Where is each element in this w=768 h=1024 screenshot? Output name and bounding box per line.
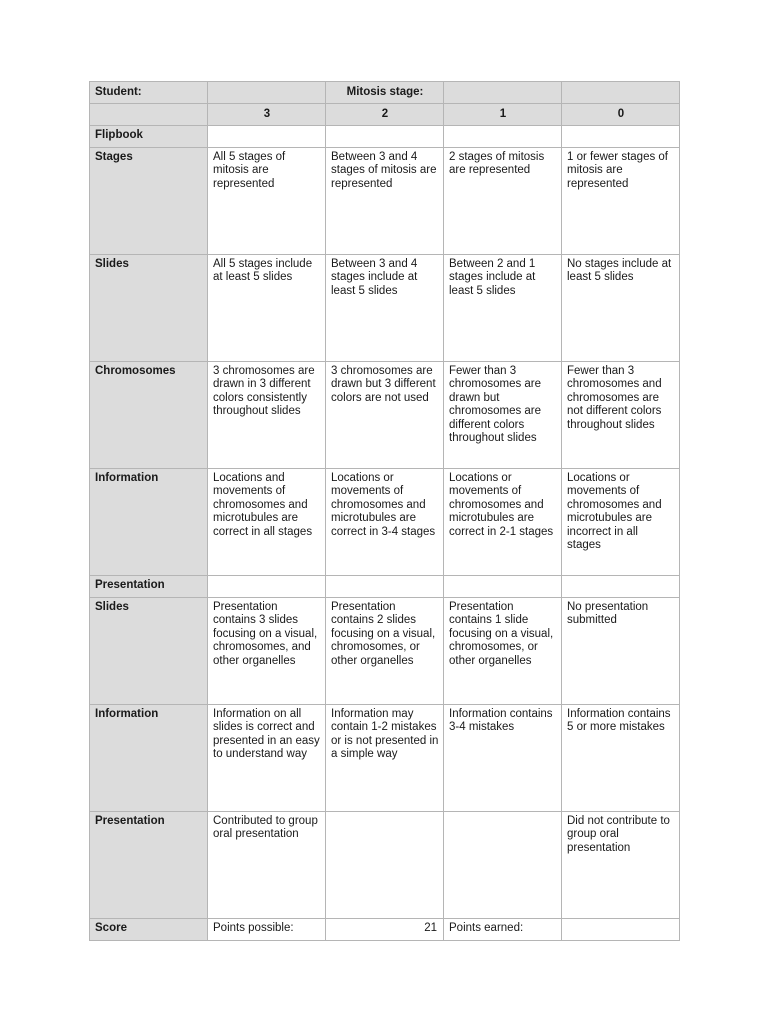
criteria-cell-0: Information contains 5 or more mistakes: [562, 705, 680, 812]
criteria-label: Slides: [90, 255, 208, 362]
points-earned-label: Points earned:: [444, 919, 562, 941]
criteria-cell-0: No stages include at least 5 slides: [562, 255, 680, 362]
section-blank-cell: [208, 576, 326, 598]
criteria-cell-2: Between 3 and 4 stages include at least 5 slides: [326, 255, 444, 362]
criteria-label: Presentation: [90, 812, 208, 919]
level-header-3: 3: [208, 104, 326, 126]
criteria-cell-3: All 5 stages include at least 5 slides: [208, 255, 326, 362]
criteria-label: Slides: [90, 598, 208, 705]
criteria-cell-1: 2 stages of mitosis are represented: [444, 148, 562, 255]
header-corner-cell: [90, 104, 208, 126]
criteria-label: Information: [90, 469, 208, 576]
criteria-cell-2: 3 chromosomes are drawn but 3 different colors are not used: [326, 362, 444, 469]
criteria-cell-1: Presentation contains 1 slide focusing on a visual, chromosomes, or other organelles: [444, 598, 562, 705]
header-row-levels: [90, 104, 680, 126]
criteria-row-information: [90, 469, 680, 576]
level-header-1: 1: [444, 104, 562, 126]
criteria-cell-1: Information contains 3-4 mistakes: [444, 705, 562, 812]
criteria-cell-2: Information may contain 1-2 mistakes or is not presented in a simple way: [326, 705, 444, 812]
section-blank-cell: [326, 576, 444, 598]
criteria-label: Chromosomes: [90, 362, 208, 469]
criteria-cell-2: Locations or movements of chromosomes and microtubules are correct in 3-4 stages: [326, 469, 444, 576]
criteria-cell-1: [444, 812, 562, 919]
level-header-0: 0: [562, 104, 680, 126]
mitosis-stage-label: Mitosis stage:: [326, 82, 444, 104]
criteria-cell-2: Presentation contains 2 slides focusing on a visual, chromosomes, or other organelles: [326, 598, 444, 705]
criteria-cell-0: Fewer than 3 chromosomes and chromosomes are not different colors throughout slides: [562, 362, 680, 469]
criteria-row-stages: [90, 148, 680, 255]
criteria-row-presentation-information: [90, 705, 680, 812]
criteria-cell-3: Locations and movements of chromosomes and microtubules are correct in all stages: [208, 469, 326, 576]
criteria-label: Stages: [90, 148, 208, 255]
criteria-cell-3: Contributed to group oral presentation: [208, 812, 326, 919]
header-row-student: [90, 82, 680, 104]
criteria-row-presentation-presentation: [90, 812, 680, 919]
section-row-flipbook: [90, 126, 680, 148]
points-possible-label: Points possible:: [208, 919, 326, 941]
section-blank-cell: [444, 576, 562, 598]
criteria-cell-0: Did not contribute to group oral presentation: [562, 812, 680, 919]
criteria-cell-3: Presentation contains 3 slides focusing on a visual, chromosomes, and other organelles: [208, 598, 326, 705]
section-label-presentation: Presentation: [90, 576, 208, 598]
criteria-cell-2: Between 3 and 4 stages of mitosis are represented: [326, 148, 444, 255]
section-row-presentation: [90, 576, 680, 598]
criteria-cell-1: Locations or movements of chromosomes and microtubules are correct in 2-1 stages: [444, 469, 562, 576]
score-row: [90, 919, 680, 941]
criteria-cell-3: 3 chromosomes are drawn in 3 different colors consistently throughout slides: [208, 362, 326, 469]
student-label: Student:: [90, 82, 208, 104]
section-blank-cell: [444, 126, 562, 148]
criteria-cell-1: Fewer than 3 chromosomes are drawn but chromosomes are different colors throughout slides: [444, 362, 562, 469]
rubric-table: [89, 81, 680, 941]
criteria-row-chromosomes: [90, 362, 680, 469]
section-blank-cell: [562, 576, 680, 598]
criteria-cell-1: Between 2 and 1 stages include at least 5 slides: [444, 255, 562, 362]
student-name-field[interactable]: [208, 82, 326, 104]
section-label-flipbook: Flipbook: [90, 126, 208, 148]
section-blank-cell: [208, 126, 326, 148]
criteria-row-slides: [90, 255, 680, 362]
section-blank-cell: [326, 126, 444, 148]
criteria-cell-2: [326, 812, 444, 919]
score-label: Score: [90, 919, 208, 941]
criteria-label: Information: [90, 705, 208, 812]
criteria-cell-0: Locations or movements of chromosomes and microtubules are incorrect in all stages: [562, 469, 680, 576]
points-possible-value: 21: [326, 919, 444, 941]
criteria-cell-0: No presentation submitted: [562, 598, 680, 705]
section-blank-cell: [562, 126, 680, 148]
header-blank-cell: [562, 82, 680, 104]
criteria-row-presentation-slides: [90, 598, 680, 705]
points-earned-field[interactable]: [562, 919, 680, 941]
criteria-cell-3: Information on all slides is correct and presented in an easy to understand way: [208, 705, 326, 812]
criteria-cell-3: All 5 stages of mitosis are represented: [208, 148, 326, 255]
mitosis-stage-field[interactable]: [444, 82, 562, 104]
criteria-cell-0: 1 or fewer stages of mitosis are represented: [562, 148, 680, 255]
level-header-2: 2: [326, 104, 444, 126]
